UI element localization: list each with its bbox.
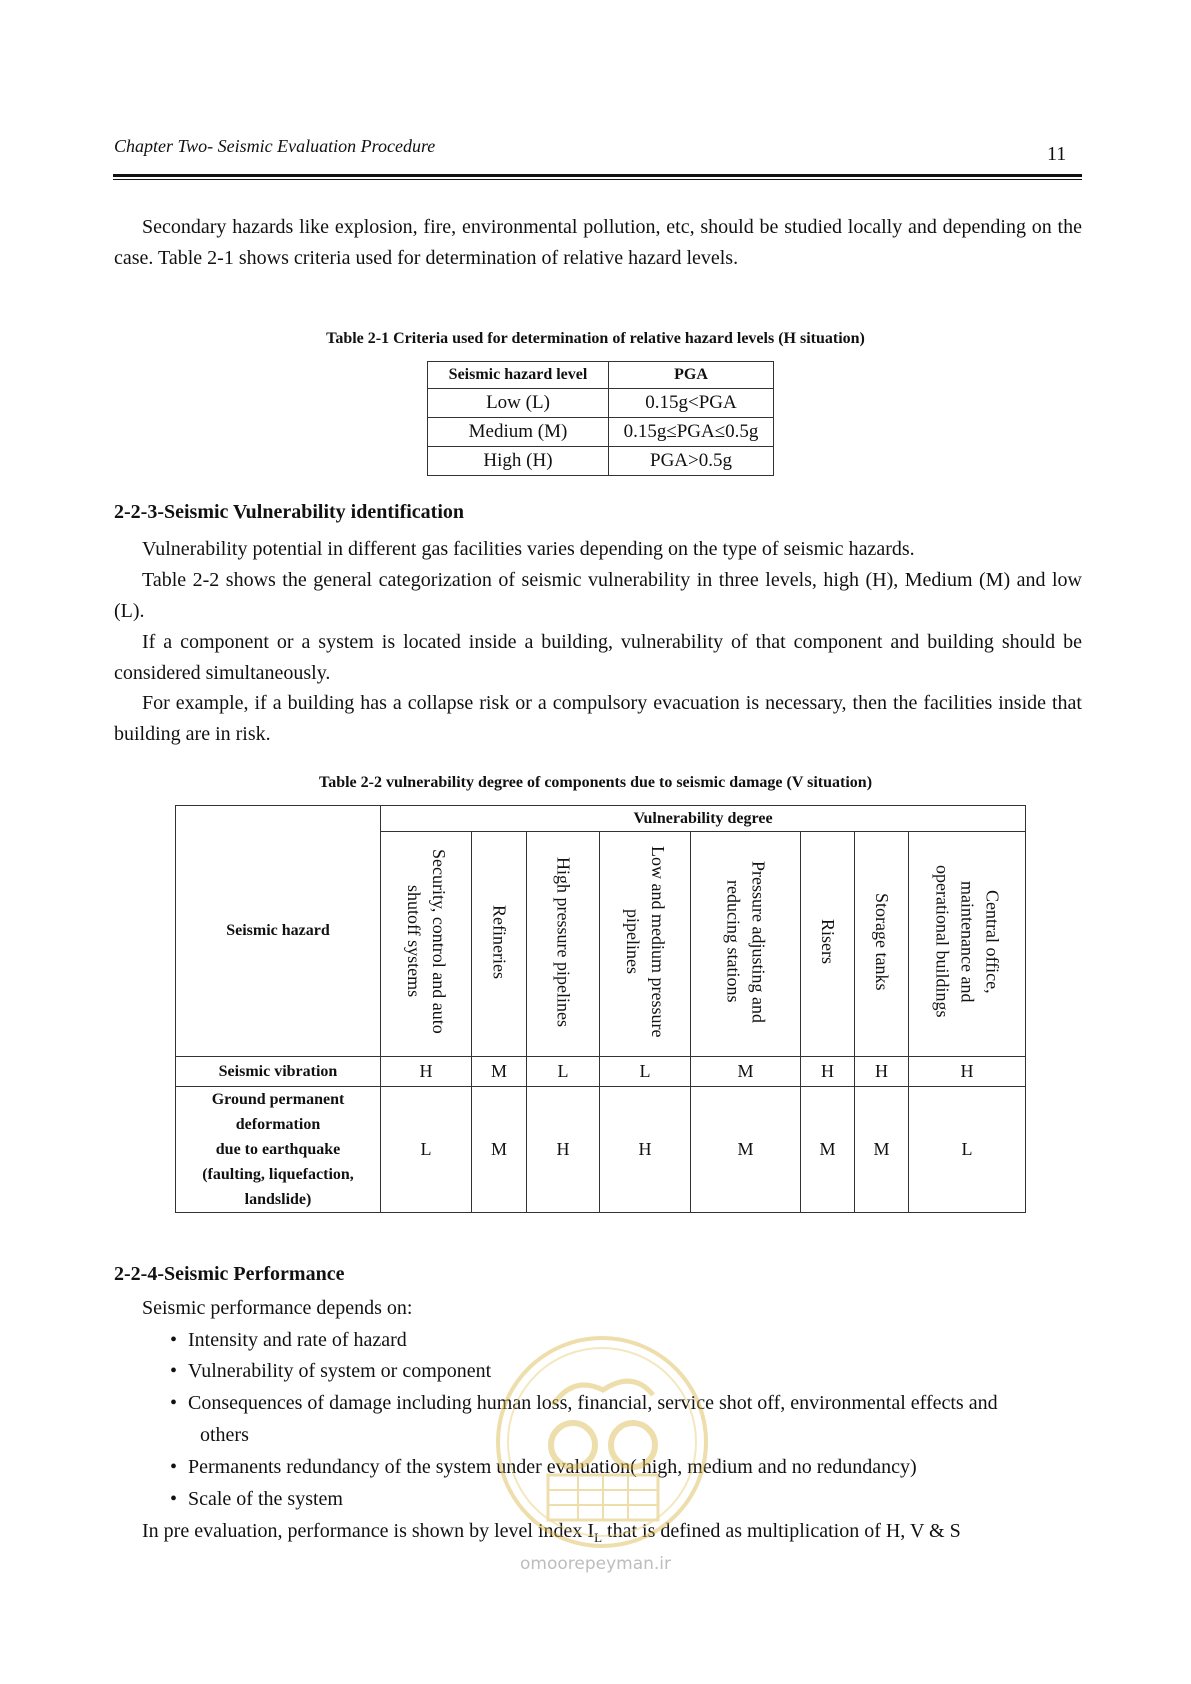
table-row xyxy=(428,447,774,476)
paragraph: Table 2-2 shows the general categorization of seismic vulnerability in three levels, high (H), Medium (M) and low (L). xyxy=(114,569,1082,622)
table-row xyxy=(428,418,774,447)
column-header xyxy=(381,832,472,1057)
column-header xyxy=(909,832,1026,1057)
section-heading: 2-2-4-Seismic Performance xyxy=(114,1263,345,1285)
column-header-label: High pressure pipelines xyxy=(553,856,574,1027)
table1-caption: Table 2-1 Criteria used for determination of relative hazard levels (H situation) xyxy=(326,330,865,347)
bullet-icon: • xyxy=(170,1456,178,1478)
table-cell: M xyxy=(691,1087,801,1213)
list-item-text: Consequences of damage including human loss, financial, service shot off, environmental effects and xyxy=(188,1392,998,1414)
table-cell: H xyxy=(801,1057,855,1087)
hazard-level-table xyxy=(427,361,774,476)
row-header-line: landslide) xyxy=(244,1191,312,1208)
row-header: Seismic vibration xyxy=(176,1057,381,1087)
table-cell: M xyxy=(691,1057,801,1087)
column-header xyxy=(855,832,909,1057)
paragraph: For example, if a building has a collapse risk or a compulsory evacuation is necessary, then the facilities inside that building are in risk. xyxy=(114,692,1082,745)
table-cell: L xyxy=(527,1057,600,1087)
watermark-logo-icon xyxy=(493,1335,711,1550)
list-item xyxy=(170,1360,491,1383)
section-heading: 2-2-3-Seismic Vulnerability identification xyxy=(114,501,464,523)
table-cell: Medium (M) xyxy=(428,418,609,447)
paragraph: Vulnerability potential in different gas facilities varies depending on the type of seismic hazards. xyxy=(142,538,915,560)
paragraph: If a component or a system is located inside a building, vulnerability of that component and building should be considered simultaneously. xyxy=(114,631,1082,684)
table2-caption: Table 2-2 vulnerability degree of components due to seismic damage (V situation) xyxy=(318,774,873,791)
column-header xyxy=(472,832,527,1057)
bullet-icon: • xyxy=(170,1329,178,1351)
list-item-text: Vulnerability of system or component xyxy=(188,1360,492,1382)
intro-paragraph: Secondary hazards like explosion, fire, environmental pollution, etc, should be studied locally and depending on the case. Table 2-1 shows criteria used for determination of relative hazard levels. xyxy=(114,216,1082,269)
table-cell: L xyxy=(381,1087,472,1213)
column-header xyxy=(600,832,691,1057)
table-header-cell: PGA xyxy=(609,362,774,389)
row-header-line: Ground permanent xyxy=(211,1091,345,1108)
group-header: Vulnerability degree xyxy=(381,806,1026,832)
watermark-text: omoorepeyman.ir xyxy=(519,1554,672,1574)
column-header-label: Refineries xyxy=(489,904,510,979)
column-header xyxy=(801,832,855,1057)
closing-text: that is defined as multiplication of H, V & S xyxy=(602,1520,961,1542)
table-cell: L xyxy=(600,1057,691,1087)
table-cell: Low (L) xyxy=(428,389,609,418)
table-row xyxy=(428,389,774,418)
list-item-continuation: others xyxy=(200,1424,249,1446)
bullet-icon: • xyxy=(170,1392,178,1414)
table-header-cell: Seismic hazard level xyxy=(428,362,609,389)
list-item-text: Scale of the system xyxy=(188,1488,343,1510)
table-header-row xyxy=(428,362,774,389)
column-header-label: Pressure adjusting and reducing stations xyxy=(723,860,769,1023)
table-cell: M xyxy=(472,1087,527,1213)
table-cell: M xyxy=(801,1087,855,1213)
column-header xyxy=(691,832,801,1057)
list-item xyxy=(170,1488,343,1511)
page-number: 11 xyxy=(1047,143,1067,165)
table-row xyxy=(176,1057,1026,1087)
list-item-text: Permanents redundancy of the system under evaluation( high, medium and no redundancy) xyxy=(188,1456,917,1478)
column-header-label: Risers xyxy=(818,919,838,964)
column-header-label: Storage tanks xyxy=(872,892,892,991)
table-cell: M xyxy=(855,1087,909,1213)
header-rule xyxy=(113,174,1082,177)
table-cell: M xyxy=(472,1057,527,1087)
list-item xyxy=(170,1329,407,1352)
bullet-icon: • xyxy=(170,1488,178,1510)
table-cell: L xyxy=(909,1087,1026,1213)
row-header xyxy=(176,1087,381,1213)
table-cell: H xyxy=(855,1057,909,1087)
table-cell: 0.15g<PGA xyxy=(609,389,774,418)
column-header xyxy=(527,832,600,1057)
subscript-text: L xyxy=(594,1530,603,1545)
closing-text: In pre evaluation, performance is shown by level index I xyxy=(142,1520,595,1542)
table-cell: High (H) xyxy=(428,447,609,476)
row-header-line: due to earthquake xyxy=(215,1141,341,1158)
table-cell: H xyxy=(909,1057,1026,1087)
table-cell: H xyxy=(600,1087,691,1213)
column-header-label: Low and medium pressure pipelines xyxy=(623,845,668,1038)
running-header: Chapter Two- Seismic Evaluation Procedure xyxy=(114,136,436,156)
table-cell: H xyxy=(527,1087,600,1213)
vulnerability-table xyxy=(175,805,1026,1213)
corner-header: Seismic hazard xyxy=(176,806,381,1057)
bullet-icon: • xyxy=(170,1360,178,1382)
row-header-line: (faulting, liquefaction, xyxy=(202,1166,354,1183)
column-header-label: Central office, maintenance and operational buildings xyxy=(932,865,1003,1018)
table-cell: 0.15g≤PGA≤0.5g xyxy=(609,418,774,447)
table-cell: PGA>0.5g xyxy=(609,447,774,476)
row-header-line: deformation xyxy=(235,1116,321,1133)
table-cell: H xyxy=(381,1057,472,1087)
column-header-label: Security, control and auto shutoff systems xyxy=(404,849,449,1034)
list-item-text: Intensity and rate of hazard xyxy=(188,1329,407,1351)
table-row xyxy=(176,1087,1026,1213)
paragraph: Seismic performance depends on: xyxy=(142,1297,413,1319)
header-rule-thin xyxy=(113,179,1082,180)
